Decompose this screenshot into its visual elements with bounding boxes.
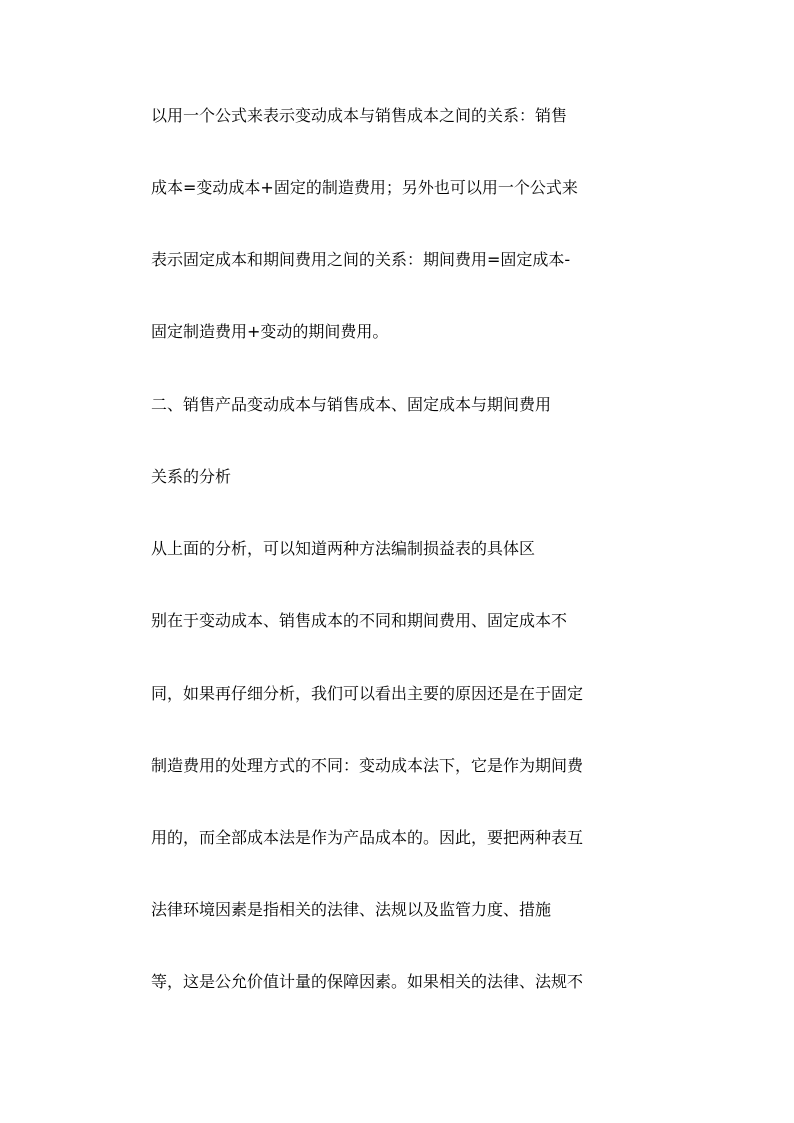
paragraph-line: 制造费用的处理方式的不同：变动成本法下，它是作为期间费 <box>151 756 584 775</box>
paragraph-line: 法律环境因素是指相关的法律、法规以及监管力度、措施 <box>151 900 552 919</box>
paragraph-line: 从上面的分析，可以知道两种方法编制损益表的具体区 <box>151 539 536 558</box>
paragraph-line: 别在于变动成本、销售成本的不同和期间费用、固定成本不 <box>151 611 568 630</box>
section-heading-line: 二、销售产品变动成本与销售成本、固定成本与期间费用 <box>151 395 552 414</box>
section-heading-line: 关系的分析 <box>151 467 232 486</box>
paragraph-line: 表示固定成本和期间费用之间的关系：期间费用=固定成本- <box>151 250 571 269</box>
paragraph-line: 固定制造费用+变动的期间费用。 <box>151 322 389 341</box>
paragraph-line: 成本=变动成本+固定的制造费用；另外也可以用一个公式来 <box>151 178 578 197</box>
paragraph-line: 同，如果再仔细分析，我们可以看出主要的原因还是在于固定 <box>151 684 584 703</box>
paragraph-line: 等，这是公允价值计量的保障因素。如果相关的法律、法规不 <box>151 972 584 991</box>
paragraph-line: 用的，而全部成本法是作为产品成本的。因此，要把两种表互 <box>151 828 584 847</box>
paragraph-line: 以用一个公式来表示变动成本与销售成本之间的关系：销售 <box>151 106 568 125</box>
